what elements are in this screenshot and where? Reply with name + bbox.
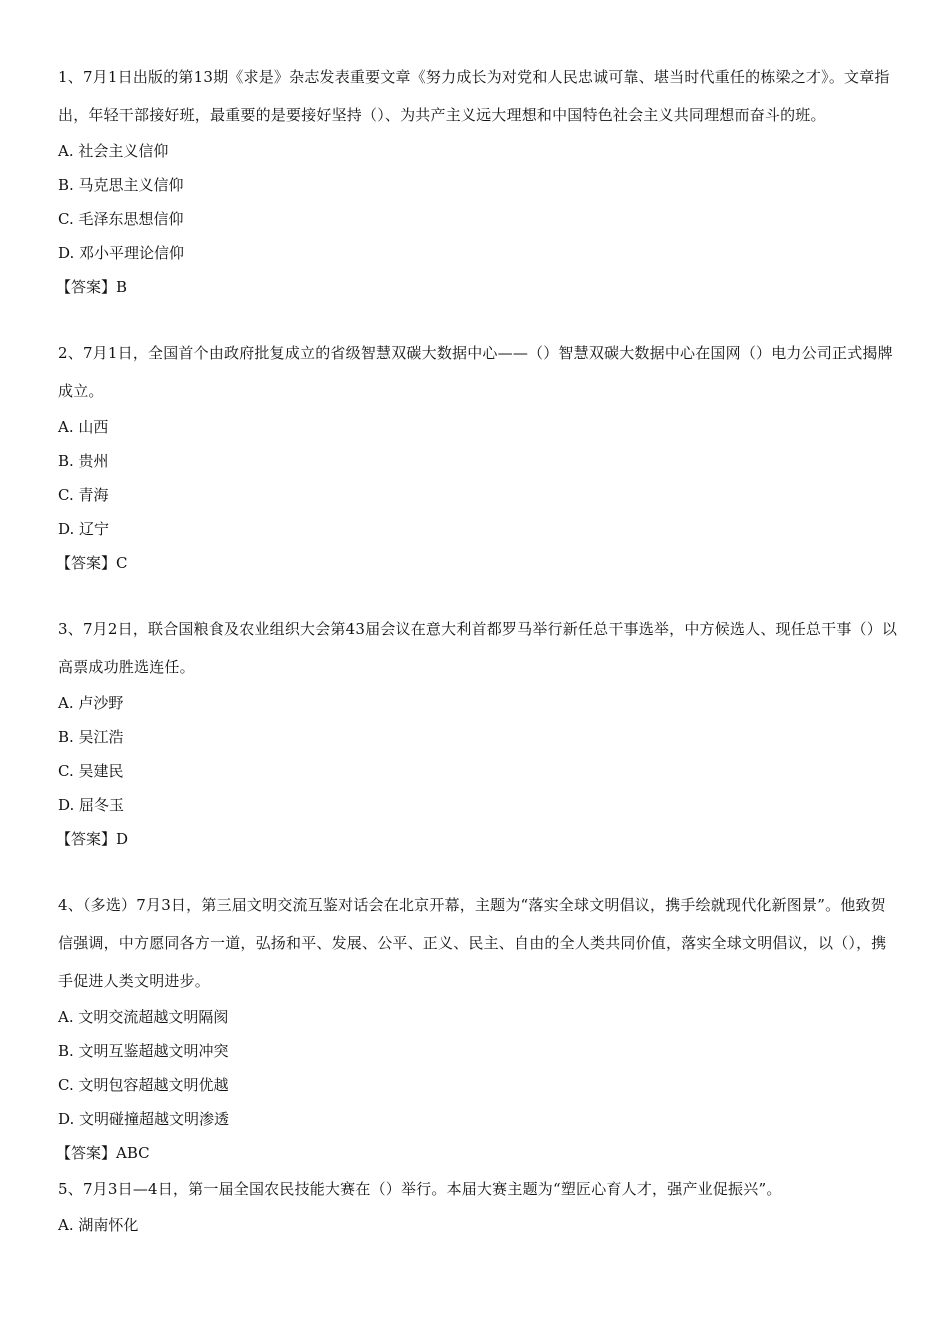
document-page [58,58,898,1242]
question-3-option-c: C. 吴建民 [58,762,124,780]
spacer [58,856,898,886]
question-1 [58,58,898,304]
question-3-option-a: A. 卢沙野 [58,694,124,712]
question-3-option-d: D. 屈冬玉 [58,796,125,814]
question-3-stem: 3、7月2日，联合国粮食及农业组织大会第43届会议在意大利首都罗马举行新任总干事选举，中方候选人、现任总干事（）以高票成功胜选连任。 [58,620,898,676]
question-1-answer: 【答案】B [56,278,128,296]
question-1-stem: 1、7月1日出版的第13期《求是》杂志发表重要文章《努力成长为对党和人民忠诚可靠、堪当时代重任的栋梁之才》。文章指出，年轻干部接好班，最重要的是要接好坚持（）、为共产主义远大理想和中国特色社会主义共同理想而奋斗的班。 [58,68,890,124]
question-1-option-c: C. 毛泽东思想信仰 [58,210,184,228]
spacer [58,304,898,334]
question-4 [58,886,898,1170]
question-1-option-a: A. 社会主义信仰 [58,142,169,160]
question-4-answer: 【答案】ABC [56,1144,150,1162]
question-2-option-a: A. 山西 [58,418,109,436]
question-2-answer: 【答案】C [56,554,128,572]
question-5-option-a: A. 湖南怀化 [58,1216,139,1234]
spacer [58,580,898,610]
question-5 [58,1170,898,1242]
question-3-option-b: B. 吴江浩 [58,728,124,746]
question-2-stem: 2、7月1日，全国首个由政府批复成立的省级智慧双碳大数据中心——（）智慧双碳大数据中心在国网（）电力公司正式揭牌成立。 [58,344,893,400]
question-2-option-b: B. 贵州 [58,452,109,470]
question-4-stem: 4、（多选）7月3日，第三届文明交流互鉴对话会在北京开幕，主题为“落实全球文明倡议，携手绘就现代化新图景”。他致贺信强调，中方愿同各方一道，弘扬和平、发展、公平、正义、民主、自由的全人类共同价值，落实全球文明倡议，以（），携手促进人类文明进步。 [58,896,887,990]
question-5-stem: 5、7月3日—4日，第一届全国农民技能大赛在（）举行。本届大赛主题为“塑匠心育人才，强产业促振兴”。 [58,1180,782,1198]
question-1-option-b: B. 马克思主义信仰 [58,176,184,194]
question-2-option-c: C. 青海 [58,486,109,504]
question-3 [58,610,898,856]
question-2 [58,334,898,580]
question-1-option-d: D. 邓小平理论信仰 [58,244,185,262]
question-4-option-c: C. 文明包容超越文明优越 [58,1076,229,1094]
question-4-option-b: B. 文明互鉴超越文明冲突 [58,1042,229,1060]
question-3-answer: 【答案】D [56,830,129,848]
question-4-option-d: D. 文明碰撞超越文明渗透 [58,1110,230,1128]
question-4-option-a: A. 文明交流超越文明隔阂 [58,1008,229,1026]
question-2-option-d: D. 辽宁 [58,520,110,538]
